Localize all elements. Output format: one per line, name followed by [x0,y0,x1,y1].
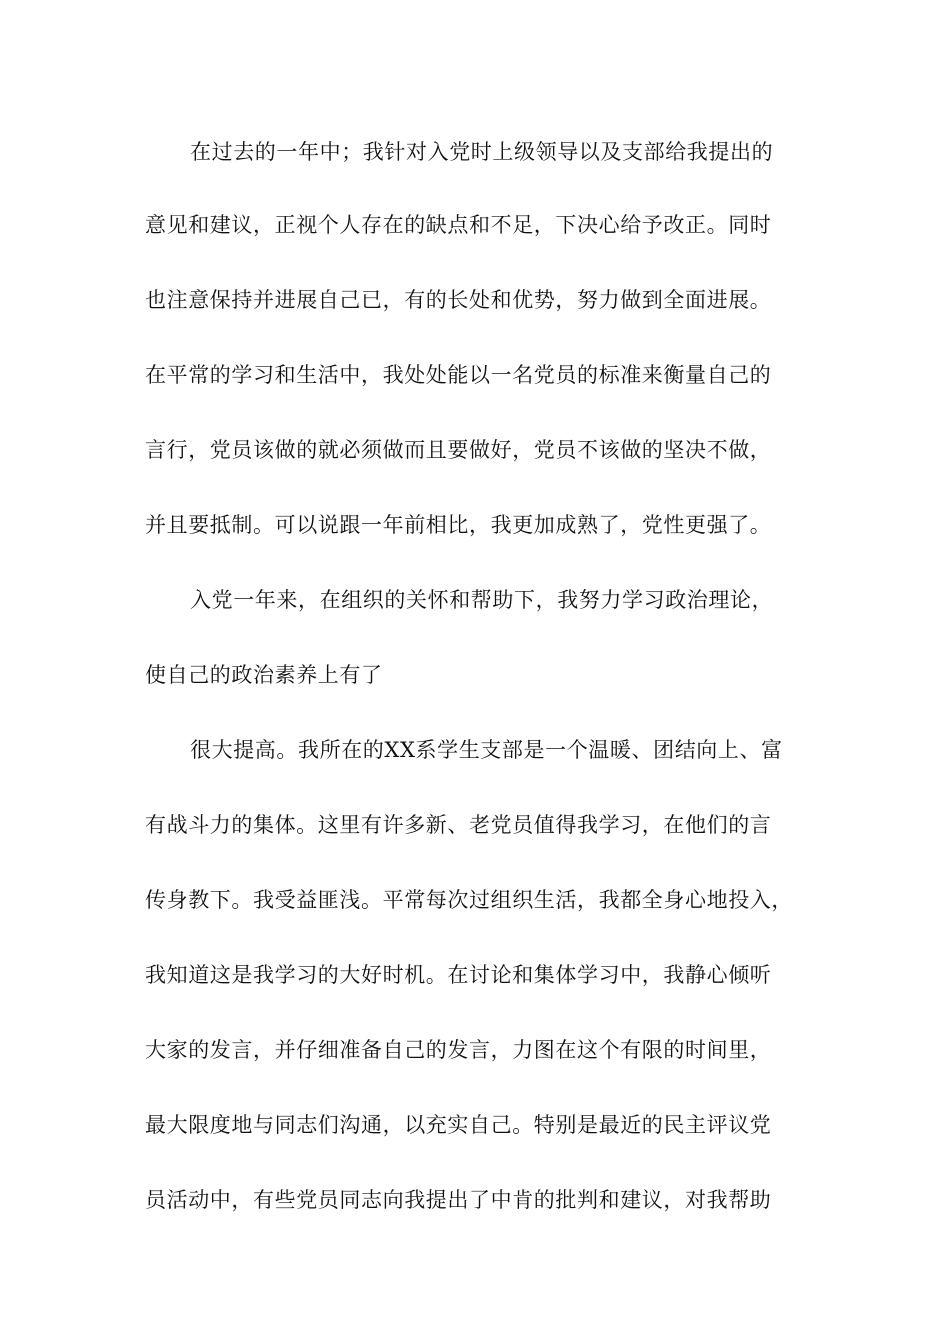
paragraph-3-line-5: 大家的发言，并仔细准备自己的发言，力图在这个有限的时间里， [145,1038,772,1062]
paragraph-3-line-7: 员活动中，有些党员同志向我提出了中肯的批判和建议，对我帮助 [145,1188,772,1212]
paragraph-1-line-3: 也注意保持并进展自己已，有的长处和优势，努力做到全面进展。 [145,288,772,312]
paragraph-3-line-1: 很大提高。我所在的XX系学生支部是一个温暖、团结向上、富 [190,738,783,762]
paragraph-1-line-2: 意见和建议，正视个人存在的缺点和不足，下决心给予改正。同时 [145,213,772,237]
paragraph-1-line-6: 并且要抵制。可以说跟一年前相比，我更加成熟了，党性更强了。 [145,513,772,537]
paragraph-2-line-1: 入党一年来，在组织的关怀和帮助下，我努力学习政治理论， [190,588,774,612]
paragraph-3-line-6: 最大限度地与同志们沟通，以充实自己。特别是最近的民主评议党 [145,1113,772,1137]
paragraph-3-line-2: 有战斗力的集体。这里有许多新、老党员值得我学习，在他们的言 [145,813,772,837]
paragraph-1-line-1: 在过去的一年中；我针对入党时上级领导以及支部给我提出的 [190,140,774,164]
paragraph-3-line-3: 传身教下。我受益匪浅。平常每次过组织生活，我都全身心地投入， [145,888,793,912]
paragraph-1-line-4: 在平常的学习和生活中，我处处能以一名党员的标准来衡量自己的 [145,363,772,387]
paragraph-3-line-4: 我知道这是我学习的大好时机。在讨论和集体学习中，我静心倾听 [145,963,772,987]
paragraph-1-line-5: 言行，党员该做的就必须做而且要做好，党员不该做的坚决不做， [145,438,772,462]
paragraph-2-line-2: 使自己的政治素养上有了 [145,663,383,687]
